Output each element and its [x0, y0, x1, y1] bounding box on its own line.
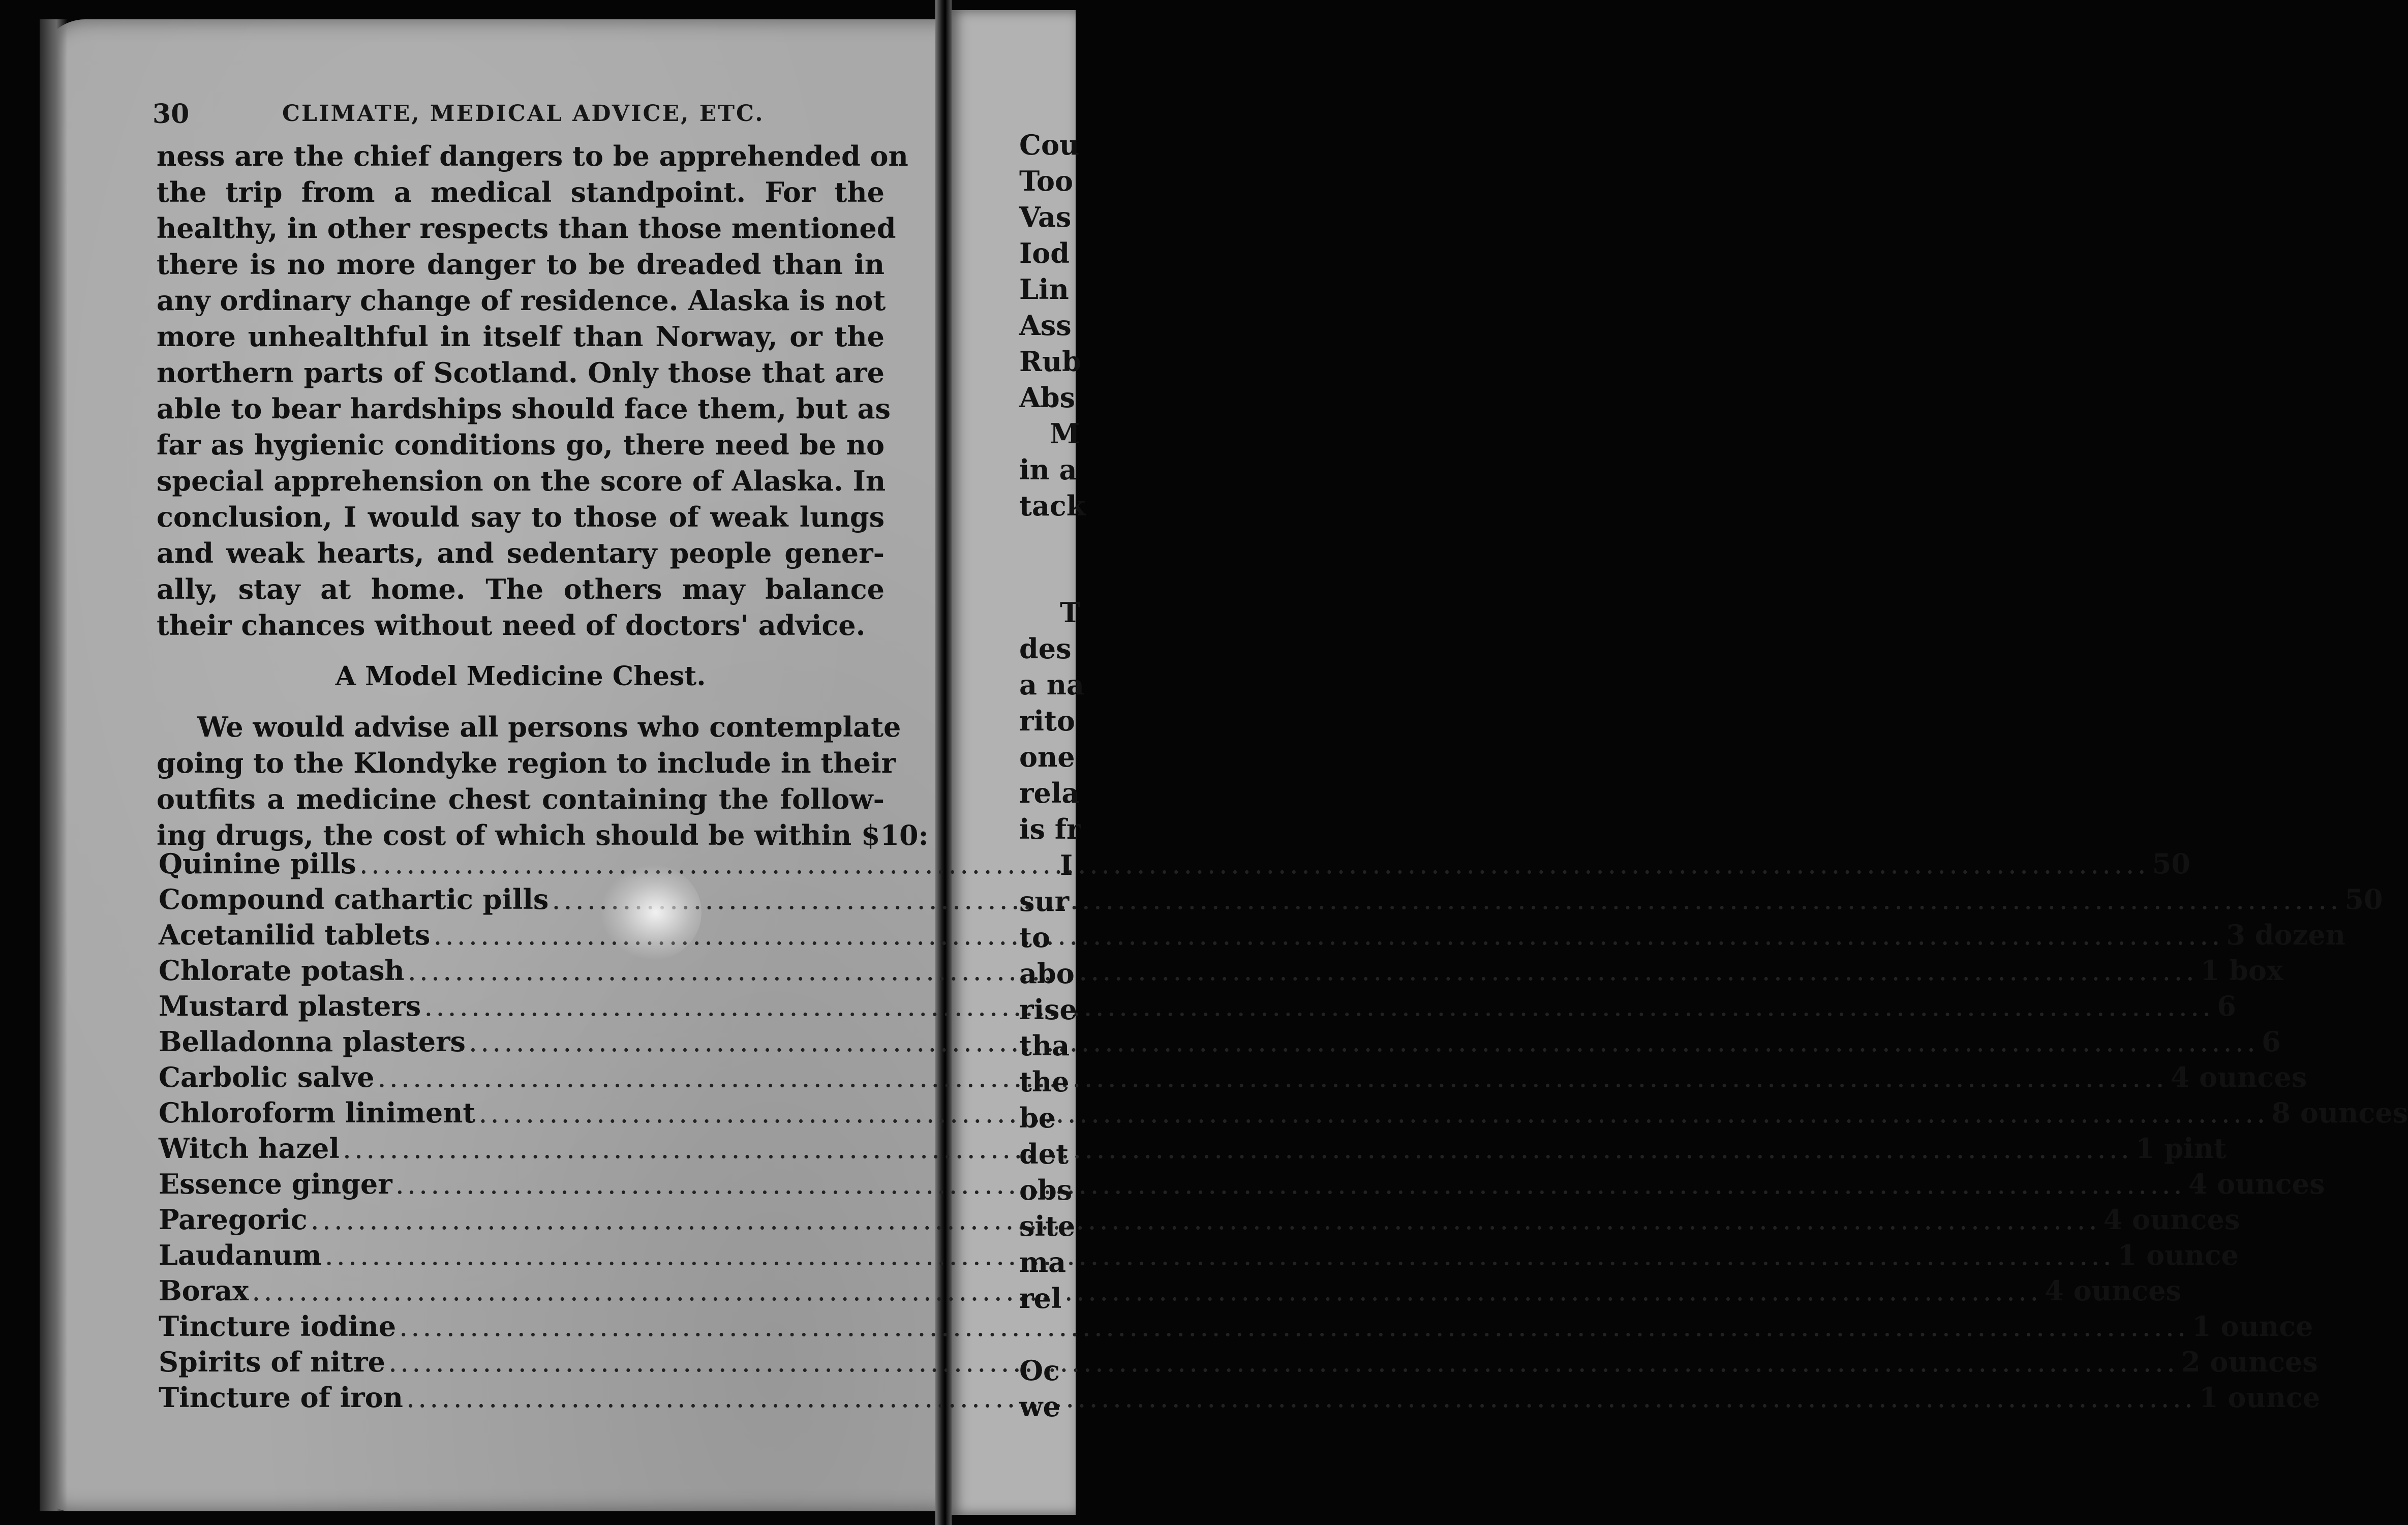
- item-name: Quinine pills: [159, 847, 356, 880]
- text-line: ing drugs, the cost of which should be within $10:: [157, 819, 929, 851]
- text-fragment: be: [1019, 1102, 1056, 1134]
- leader-dots: [388, 1345, 2178, 1380]
- text-fragment: Abs: [1019, 381, 1076, 414]
- leader-dots: [408, 953, 2198, 989]
- leader-dots: [469, 1024, 2259, 1060]
- item-quantity: 4 ounces: [2045, 1274, 2181, 1307]
- text-fragment: Ass: [1019, 309, 1072, 342]
- leader-dots: [399, 1309, 2189, 1345]
- item-quantity: 2 ounces: [2181, 1346, 2318, 1378]
- text-fragment: Oc: [1019, 1354, 1060, 1387]
- item-name: Belladonna plasters: [159, 1025, 466, 1058]
- leader-dots: [252, 1273, 2041, 1309]
- text-fragment: sur: [1019, 885, 1070, 918]
- text-line: special apprehension on the score of Alaska. In: [157, 465, 886, 497]
- item-name: Essence ginger: [159, 1168, 392, 1200]
- item-quantity: 1 pint: [2135, 1132, 2227, 1165]
- list-item: [159, 846, 2190, 881]
- item-name: Mustard plasters: [159, 990, 421, 1022]
- paper-damage-spot: [600, 864, 702, 961]
- leader-dots: [552, 882, 2341, 918]
- item-quantity: 6: [2262, 1025, 2281, 1058]
- item-name: Chlorate potash: [159, 954, 405, 987]
- item-quantity: 1 ounce: [2192, 1310, 2313, 1343]
- text-fragment: site: [1019, 1210, 1076, 1242]
- text-line: any ordinary change of residence. Alaska is not: [157, 284, 886, 317]
- text-line: and weak hearts, and sedentary people gener-: [157, 537, 885, 569]
- text-fragment: Cou: [1019, 129, 1080, 161]
- text-fragment: des: [1019, 632, 1072, 665]
- item-quantity: 6: [2217, 990, 2236, 1022]
- item-name: Paregoric: [159, 1203, 308, 1236]
- item-quantity: 4 ounces: [2188, 1168, 2325, 1200]
- leader-dots: [325, 1238, 2115, 1273]
- text-fragment: tack: [1019, 490, 1086, 522]
- item-name: Carbolic salve: [159, 1061, 375, 1093]
- text-fragment: one: [1019, 741, 1075, 773]
- item-quantity: 4 ounces: [2170, 1061, 2307, 1093]
- right-page-text-top: [1019, 127, 1090, 524]
- text-line: We would advise all persons who contemplate: [197, 711, 901, 743]
- text-fragment: M: [1050, 417, 1080, 450]
- text-fragment: the: [1019, 1065, 1070, 1098]
- text-fragment: we: [1019, 1390, 1060, 1423]
- item-name: Acetanilid tablets: [159, 919, 431, 951]
- text-line: conclusion, I would say to those of weak lungs: [157, 501, 885, 533]
- item-name: Borax: [159, 1274, 249, 1307]
- item-quantity: 4 ounces: [2103, 1203, 2240, 1236]
- item-quantity: 1 ounce: [2117, 1239, 2239, 1271]
- item-quantity: 50: [2152, 847, 2190, 880]
- text-line: ness are the chief dangers to be apprehended on: [157, 140, 908, 172]
- text-fragment: Iod: [1019, 237, 1070, 269]
- text-fragment: tha: [1019, 1029, 1070, 1062]
- text-line: the trip from a medical standpoint. For the: [157, 176, 885, 208]
- text-fragment: I: [1060, 849, 1073, 881]
- section-heading: A Model Medicine Chest.: [335, 661, 706, 692]
- leader-dots: [395, 1167, 2185, 1202]
- item-quantity: 3 dozen: [2226, 919, 2345, 951]
- leader-dots: [311, 1202, 2100, 1238]
- text-line: going to the Klondyke region to include in their: [157, 747, 896, 779]
- text-line: able to bear hardships should face them, but as: [157, 392, 891, 425]
- item-quantity: 50: [2344, 883, 2383, 916]
- running-title: CLIMATE, MEDICAL ADVICE, ETC.: [282, 101, 765, 127]
- text-fragment: Rub: [1019, 345, 1081, 378]
- text-fragment: ma: [1019, 1246, 1066, 1278]
- intro-paragraph: [157, 709, 929, 853]
- text-fragment: rito: [1019, 705, 1075, 737]
- text-fragment: Vas: [1019, 201, 1072, 233]
- text-line: far as hygienic conditions go, there need be no: [157, 429, 885, 461]
- text-line: ally, stay at home. The others may balance: [157, 573, 885, 605]
- text-line: more unhealthful in itself than Norway, or the: [157, 320, 885, 353]
- text-fragment: a na: [1019, 668, 1085, 701]
- text-line: there is no more danger to be dreaded than in: [157, 248, 885, 281]
- text-line: healthy, in other respects than those mentioned: [157, 212, 896, 245]
- item-name: Compound cathartic pills: [159, 883, 549, 916]
- text-fragment: abo: [1019, 957, 1075, 990]
- item-name: Laudanum: [159, 1239, 322, 1271]
- item-quantity: 1 ounce: [2199, 1381, 2321, 1414]
- text-fragment: T: [1060, 596, 1081, 629]
- text-fragment: Lin: [1019, 273, 1069, 306]
- leader-dots: [424, 989, 2214, 1024]
- text-fragment: Too: [1019, 165, 1074, 197]
- text-fragment: to: [1019, 921, 1050, 954]
- right-page-text-bottom: [1019, 595, 1090, 1425]
- leader-dots: [378, 1060, 2168, 1095]
- item-quantity: 1 box: [2200, 954, 2283, 987]
- text-line: their chances without need of doctors' advice.: [157, 609, 866, 642]
- body-paragraph: [157, 138, 908, 644]
- text-fragment: rise: [1019, 993, 1077, 1026]
- leader-dots: [406, 1380, 2196, 1416]
- item-name: Chloroform liniment: [159, 1096, 476, 1129]
- text-fragment: rela: [1019, 777, 1080, 809]
- item-name: Tincture iodine: [159, 1310, 397, 1343]
- text-fragment: det: [1019, 1138, 1069, 1170]
- text-fragment: obs: [1019, 1174, 1073, 1206]
- text-fragment: rel: [1019, 1282, 1062, 1315]
- text-fragment: in a: [1019, 453, 1077, 486]
- item-name: Spirits of nitre: [159, 1346, 385, 1378]
- item-name: Tincture of iron: [159, 1381, 403, 1414]
- text-line: outfits a medicine chest containing the follow-: [157, 783, 885, 815]
- item-name: Witch hazel: [159, 1132, 340, 1165]
- item-quantity: 8 ounces: [2271, 1096, 2408, 1129]
- text-fragment: is fr: [1019, 813, 1081, 845]
- text-line: northern parts of Scotland. Only those that are: [157, 356, 885, 389]
- leader-dots: [343, 1131, 2132, 1167]
- leader-dots: [433, 918, 2223, 953]
- page-number: 30: [153, 99, 190, 130]
- list-item: [159, 1308, 2313, 1344]
- text-fragment: [1019, 1317, 1090, 1353]
- leader-dots: [478, 1095, 2268, 1131]
